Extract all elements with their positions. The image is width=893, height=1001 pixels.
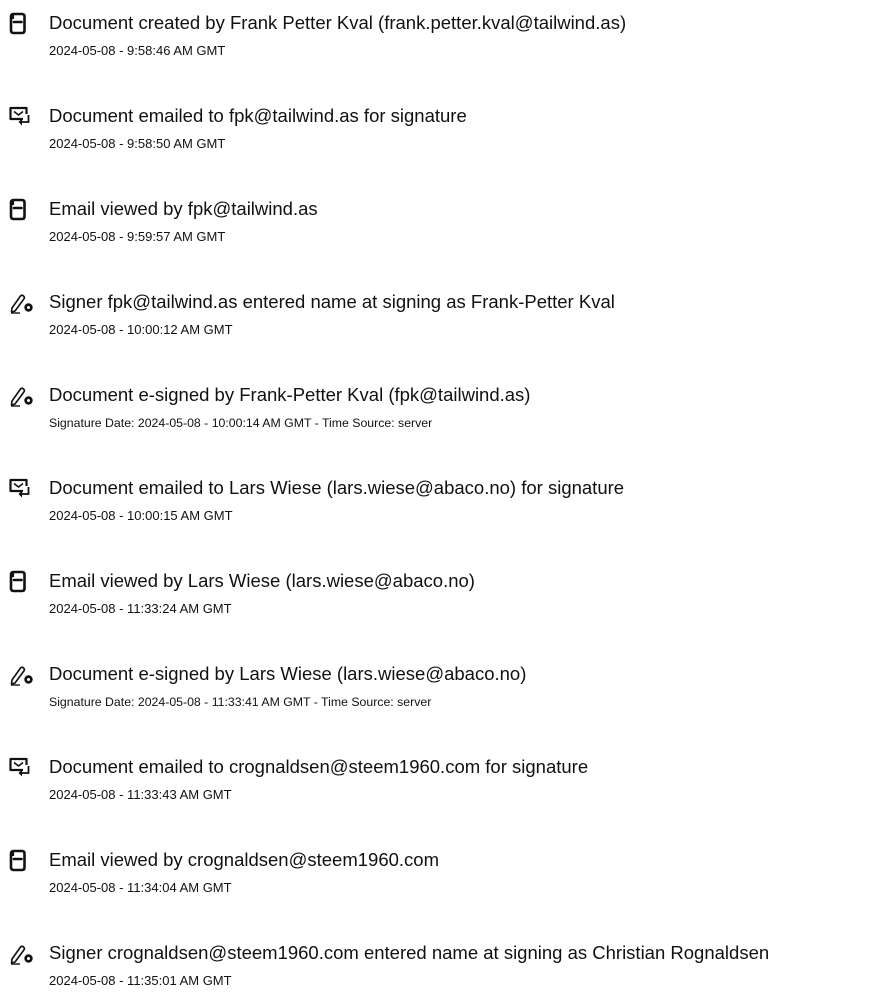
email-sent-icon <box>8 477 38 501</box>
entry-timestamp: 2024-05-08 - 9:58:46 AM GMT <box>49 43 226 58</box>
entry-timestamp: 2024-05-08 - 11:33:43 AM GMT <box>49 787 232 802</box>
entry-timestamp: 2024-05-08 - 10:00:15 AM GMT <box>49 508 233 523</box>
pen-signature-icon <box>8 663 38 687</box>
entry-title: Document emailed to fpk@tailwind.as for signature <box>49 105 467 126</box>
entry-title: Email viewed by crognaldsen@steem1960.com <box>49 849 439 870</box>
pen-signature-icon <box>8 942 38 966</box>
audit-entry <box>0 848 893 908</box>
entry-timestamp: 2024-05-08 - 10:00:12 AM GMT <box>49 322 233 337</box>
entry-title: Document emailed to crognaldsen@steem1960.com for signature <box>49 756 589 777</box>
entry-title: Email viewed by fpk@tailwind.as <box>49 198 318 219</box>
entry-timestamp: 2024-05-08 - 11:35:01 AM GMT <box>49 973 232 988</box>
email-viewed-icon <box>8 849 38 873</box>
audit-entry <box>0 476 893 536</box>
entry-timestamp: 2024-05-08 - 9:59:57 AM GMT <box>49 229 226 244</box>
entry-title: Signer fpk@tailwind.as entered name at signing as Frank-Petter Kval <box>49 291 615 312</box>
email-viewed-icon <box>8 570 38 594</box>
entry-signature-date: Signature Date: 2024-05-08 - 10:00:14 AM GMT - Time Source: server <box>49 416 433 430</box>
entry-title: Document emailed to Lars Wiese (lars.wiese@abaco.no) for signature <box>49 477 625 498</box>
entry-title: Document e-signed by Lars Wiese (lars.wiese@abaco.no) <box>49 663 527 684</box>
entry-title: Email viewed by Lars Wiese (lars.wiese@abaco.no) <box>49 570 475 591</box>
pen-signature-icon <box>8 384 38 408</box>
entry-title: Signer crognaldsen@steem1960.com entered name at signing as Christian Rognaldsen <box>49 942 770 963</box>
audit-entry <box>0 755 893 815</box>
email-viewed-icon <box>8 198 38 222</box>
audit-entry <box>0 941 893 1001</box>
audit-entry <box>0 11 893 71</box>
entry-title: Document created by Frank Petter Kval (frank.petter.kval@tailwind.as) <box>49 12 627 33</box>
entry-timestamp: 2024-05-08 - 11:34:04 AM GMT <box>49 880 232 895</box>
entry-signature-date: Signature Date: 2024-05-08 - 11:33:41 AM GMT - Time Source: server <box>49 695 432 709</box>
audit-entry <box>0 104 893 164</box>
audit-entry <box>0 383 893 443</box>
audit-entry <box>0 569 893 629</box>
entry-timestamp: 2024-05-08 - 9:58:50 AM GMT <box>49 136 226 151</box>
pen-signature-icon <box>8 291 38 315</box>
audit-entry <box>0 662 893 722</box>
entry-timestamp: 2024-05-08 - 11:33:24 AM GMT <box>49 601 232 616</box>
email-sent-icon <box>8 105 38 129</box>
audit-entry <box>0 290 893 350</box>
audit-entry <box>0 197 893 257</box>
document-created-icon <box>8 12 38 36</box>
entry-title: Document e-signed by Frank-Petter Kval (fpk@tailwind.as) <box>49 384 531 405</box>
email-sent-icon <box>8 756 38 780</box>
